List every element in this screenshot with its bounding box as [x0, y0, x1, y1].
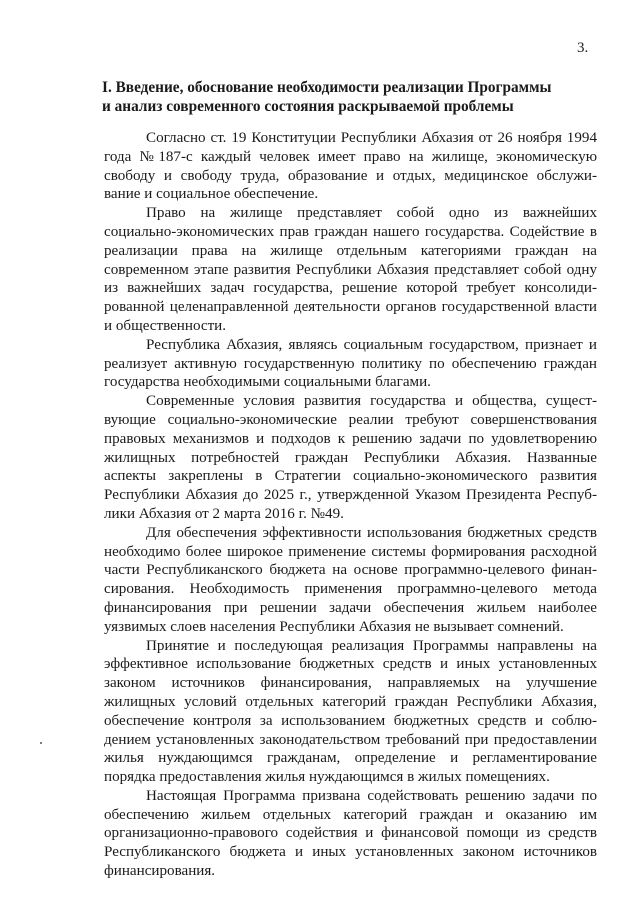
text-line: рованной целенаправленной деятельности органов государственной власти: [104, 299, 597, 316]
text-line: Республиканского бюджета и иных установленных законом источников: [104, 844, 597, 861]
text-line: Современные условия развития государства и общества, сущест-: [146, 393, 597, 410]
text-line: государства необходимыми социальными благами.: [104, 374, 431, 391]
paragraph: [104, 204, 597, 336]
text-line: и общественности.: [104, 317, 227, 334]
text-line: лики Абхазия от 2 марта 2016 г. №49.: [104, 505, 344, 522]
text-line: социально-экономических прав граждан нашего государства. Содействие в: [104, 223, 597, 240]
text-line: Республика Абхазия, являясь социальным государством, признает и: [146, 336, 597, 353]
text-line: свободу и свободу труда, образование и отдых, медицинское обслужи-: [104, 167, 597, 184]
text-line: финансирования.: [104, 863, 216, 880]
text-line: Принятие и последующая реализация Программы направлены на: [146, 637, 597, 654]
text-line: законом источников финансирования, направляемых на улучшение: [104, 675, 597, 692]
paragraph: [104, 524, 597, 637]
text-line: Настоящая Программа призвана содействовать решению задачи по: [146, 787, 597, 804]
text-line: реализации права на жилище отдельным категориями граждан на: [104, 242, 597, 259]
text-line: года №187-с каждый человек имеет право на жилище, экономическую: [104, 148, 597, 165]
document-body: [104, 129, 597, 881]
paragraph: [104, 129, 597, 204]
paragraph: [104, 787, 597, 881]
text-line: обеспечению жильем отдельных категорий граждан и оказанию им: [104, 806, 597, 823]
paragraph: [104, 392, 597, 524]
section-heading: [102, 78, 602, 116]
text-line: правовых механизмов и подходов к решению задачи по удовлетворению: [104, 430, 597, 447]
text-line: дением установленных законодательством требований при предоставлении: [104, 731, 597, 748]
paragraph: [104, 637, 597, 787]
text-line: сирования. Необходимость применения программно-целевого метода: [104, 581, 597, 598]
text-line: финансирования при решении задачи обеспечения жильем наиболее: [104, 599, 597, 616]
text-line: Для обеспечения эффективности использования бюджетных средств: [146, 524, 597, 541]
text-line: Согласно ст. 19 Конституции Республики Абхазия от 26 ноября 1994: [146, 130, 597, 146]
text-line: жилищных условий отдельных категорий граждан Республики Абхазия,: [104, 693, 597, 710]
text-line: вующие социально-экономические реалии требуют совершенствования: [104, 411, 597, 428]
text-line: жилья нуждающимся гражданам, определение и регламентирование: [104, 750, 597, 767]
text-line: аспекты закреплены в Стратегии социально-экономического развития: [104, 468, 597, 485]
text-line: Республики Абхазия до 2025 г., утвержденной Указом Президента Респуб-: [104, 487, 597, 504]
text-line: реализует активную государственную политику по обеспечению граждан: [104, 355, 597, 372]
page-number: 3.: [577, 40, 589, 56]
text-line: современном этапе развития Республики Абхазия представляет собой одну: [104, 261, 597, 278]
text-line: вание и социальное обеспечение.: [104, 186, 319, 203]
text-line: жилищных потребностей граждан Республики Абхазия. Названные: [104, 449, 597, 466]
text-line: обеспечение контроля за использованием бюджетных средств и соблю-: [104, 712, 597, 729]
heading-line: I. Введение, обоснование необходимости реализации Программы: [102, 79, 552, 96]
text-line: эффективное использование бюджетных средств и иных установленных: [104, 656, 597, 673]
text-line: организационно-правового содействия и финансовой помощи из средств: [104, 825, 597, 842]
scan-speck: [40, 742, 42, 744]
text-line: из важнейших задач государства, решение которой требует консолиди-: [104, 280, 597, 297]
text-line: Право на жилище представляет собой одно из важнейших: [146, 205, 597, 222]
text-line: порядка предоставления жилья нуждающимся в жилых помещениях.: [104, 769, 550, 786]
heading-line: и анализ современного состояния раскрываемой проблемы: [102, 98, 514, 115]
text-line: части Республиканского бюджета на основе программно-целевого финан-: [104, 562, 597, 579]
text-line: необходимо более широкое применение системы формирования расходной: [104, 543, 597, 560]
paragraph: [104, 336, 597, 392]
text-line: уязвимых слоев населения Республики Абхазия не вызывает сомнений.: [104, 618, 564, 635]
